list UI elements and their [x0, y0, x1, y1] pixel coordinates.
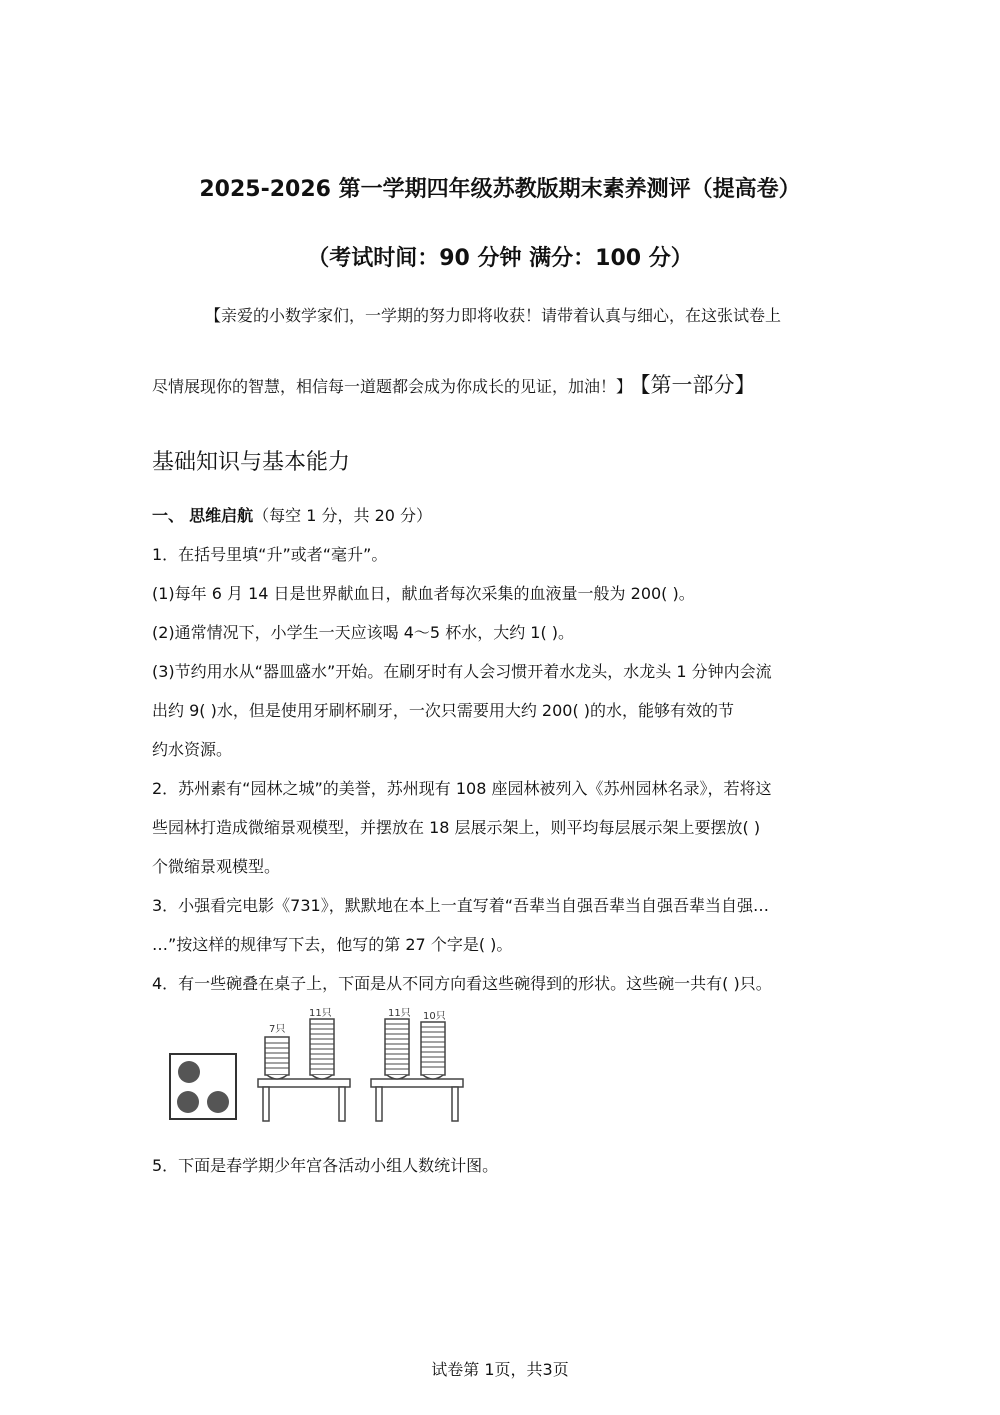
exam-subtitle: （考试时间：90 分钟 满分：100 分） — [307, 246, 693, 271]
question-1: 1．在括号里填“升”或者“毫升”。 — [152, 545, 388, 564]
question-1-3-line-a: (3)节约用水从“器皿盛水”开始。在刷牙时有人会习惯开着水龙头，水龙头 1 分钟内会流 — [152, 662, 772, 681]
label-11-b: 11只 — [388, 1008, 411, 1019]
bowl-stack-11-a — [310, 1019, 334, 1079]
section-heading-name: 思维启航 — [189, 506, 254, 525]
section-heading-num: 一、 — [152, 506, 185, 525]
bowl-stack-11-b — [385, 1019, 409, 1079]
question-1-3-line-b: 出约 9( )水，但是使用牙刷杯刷牙，一次只需要用大约 200( )的水，能够有效的节 — [152, 701, 735, 720]
table-view-2 — [371, 1007, 463, 1121]
question-3-line-b: …”按这样的规律写下去，他写的第 27 个字是( )。 — [152, 935, 513, 954]
intro-line-2-text: 尽情展现你的智慧，相信每一道题都会成为你成长的见证，加油！】 — [152, 377, 633, 396]
bowl-top-view-3 — [207, 1091, 229, 1113]
intro-line-1: 【亲爱的小数学家们，一学期的努力即将收获！请带着认真与细心，在这张试卷上 — [205, 306, 782, 325]
question-3-line-a: 3．小强看完电影《731》，默默地在本上一直写着“吾辈当自强吾辈当自强吾辈当自强… — [152, 896, 770, 915]
intro-line-2 — [152, 369, 756, 399]
bowl-top-view-2 — [177, 1091, 199, 1113]
question-4: 4．有一些碗叠在桌子上，下面是从不同方向看这些碗得到的形状。这些碗一共有( )只。 — [152, 974, 772, 993]
question-2-line-c: 个微缩景观模型。 — [152, 857, 281, 876]
question-1-3-line-c: 约水资源。 — [152, 740, 233, 759]
exam-title: 2025-2026 第一学期四年级苏教版期末素养测评（提高卷） — [199, 177, 801, 202]
label-11-a: 11只 — [309, 1008, 332, 1019]
label-10: 10只 — [423, 1011, 446, 1022]
question-1-1: (1)每年 6 月 14 日是世界献血日，献血者每次采集的血液量一般为 200( )。 — [152, 584, 695, 603]
section-heading — [152, 503, 432, 526]
section-title: 基础知识与基本能力 — [152, 450, 351, 475]
bowl-stack-10 — [421, 1022, 445, 1079]
question-1-2: (2)通常情况下，小学生一天应该喝 4～5 杯水，大约 1( )。 — [152, 623, 575, 642]
question-2-line-b: 些园林打造成微缩景观模型，并摆放在 18 层展示架上，则平均每层展示架上要摆放( ) — [152, 818, 761, 837]
question-2-line-a: 2．苏州素有“园林之城”的美誉，苏州现有 108 座园林被列入《苏州园林名录》，若将这 — [152, 779, 772, 798]
bowl-top-view-1 — [178, 1061, 200, 1083]
question-5: 5．下面是春学期少年宫各活动小组人数统计图。 — [152, 1156, 499, 1175]
table-view-1 — [258, 1007, 350, 1121]
section-heading-note: （每空 1 分，共 20 分） — [253, 506, 433, 525]
part-label: 【第一部分】 — [640, 373, 756, 397]
label-7: 7只 — [269, 1024, 286, 1035]
page-footer: 试卷第 1页，共3页 — [431, 1360, 569, 1379]
bowl-stack-7 — [265, 1037, 289, 1079]
bowls-figure — [168, 1005, 468, 1125]
